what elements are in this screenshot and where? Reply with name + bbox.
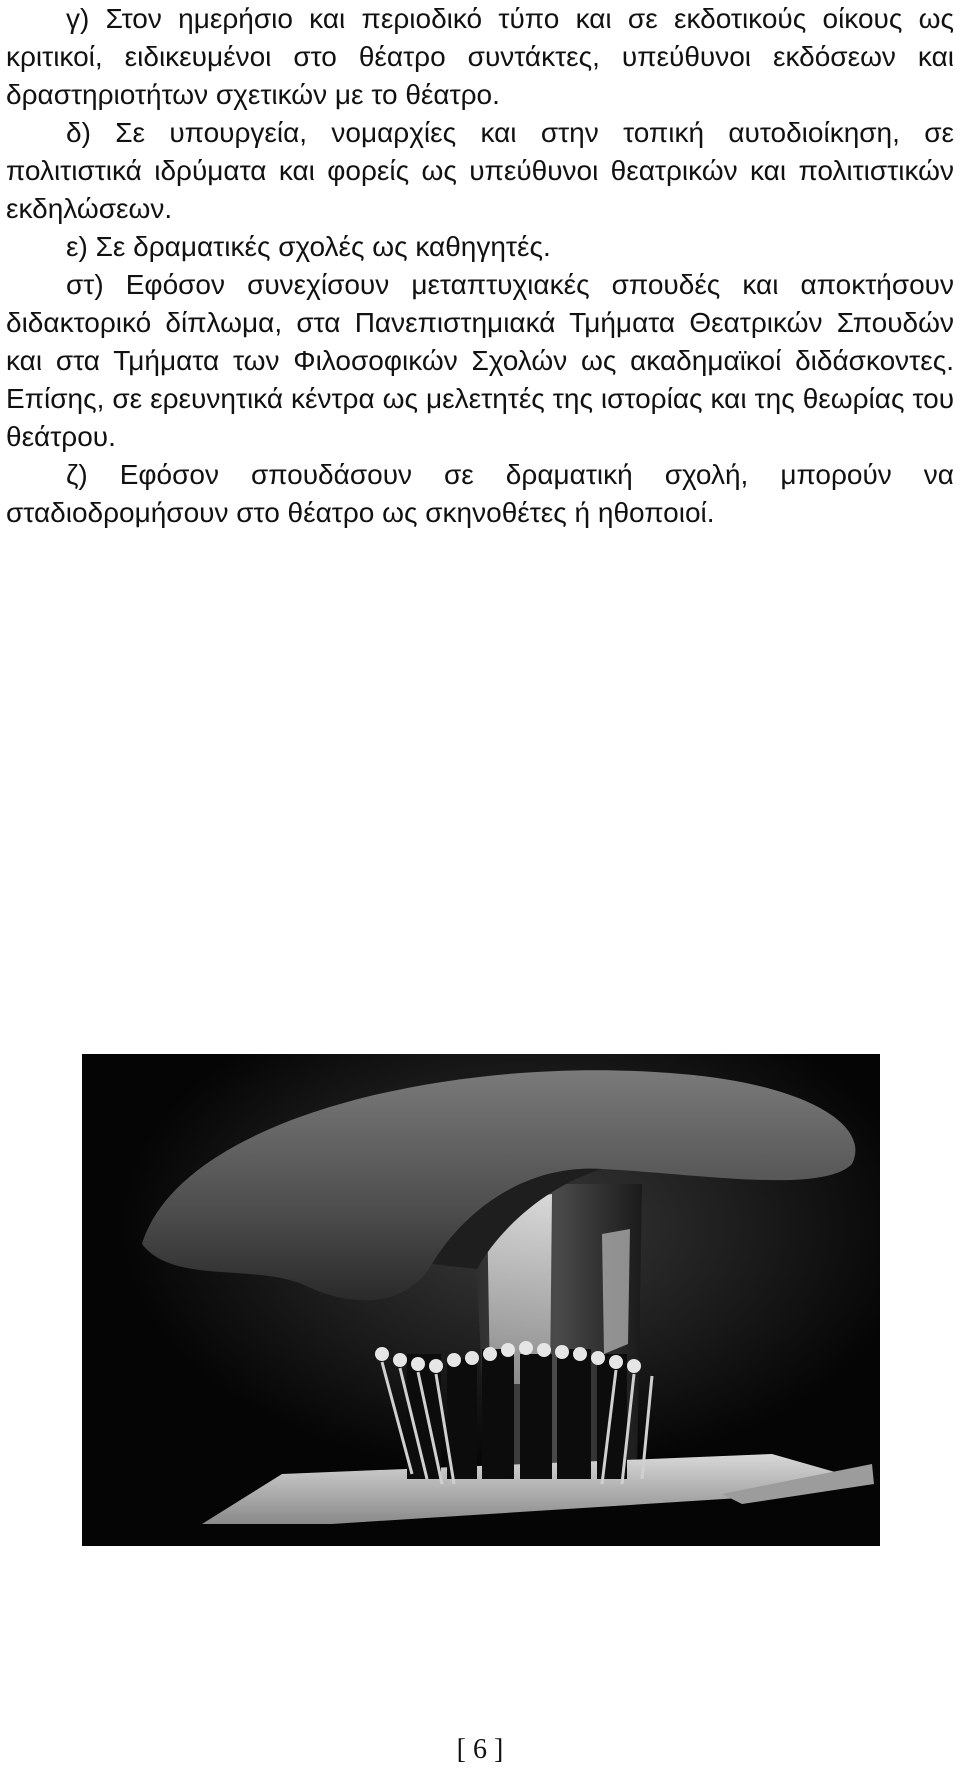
body-text [6, 0, 954, 532]
paragraph-epsilon: ε) Σε δραματικές σχολές ως καθηγητές. [66, 231, 551, 262]
paragraph-gamma: γ) Στον ημερήσιο και περιοδικό τύπο και σε εκδοτικούς οίκους ως κριτικοί, ειδικευμένοι στο θέατρο συντάκτες, υπεύθυνοι εκδόσεων και δραστηριοτήτων σχετικών με το θέατρο. [6, 3, 954, 110]
page-number: [ 6 ] [456, 1734, 504, 1765]
stage-photo [82, 1054, 880, 1546]
paragraph-st: στ) Εφόσον συνεχίσουν μεταπτυχιακές σπουδές και αποκτήσουν διδακτορικό δίπλωμα, στα Πανεπιστημιακά Τμήματα Θεατρικών Σπουδών και στα Τμήματα των Φιλοσοφικών Σχολών ως ακαδημαϊκοί διδάσκοντες. Επίσης, σε ερευνητικά κέντρα ως μελετητές της ιστορίας και της θεωρίας του θεάτρου. [6, 269, 954, 452]
paragraph-delta: δ) Σε υπουργεία, νομαρχίες και στην τοπική αυτοδιοίκηση, σε πολιτιστικά ιδρύματα και φορείς ως υπεύθυνοι θεατρικών και πολιτιστικών εκδηλώσεων. [6, 117, 954, 224]
paragraph-zeta: ζ) Εφόσον σπουδάσουν σε δραματική σχολή, μπορούν να σταδιοδρομήσουν στο θέατρο ως σκηνοθέτες ή ηθοποιοί. [6, 459, 954, 528]
stage-photo-illustration [82, 1054, 880, 1546]
